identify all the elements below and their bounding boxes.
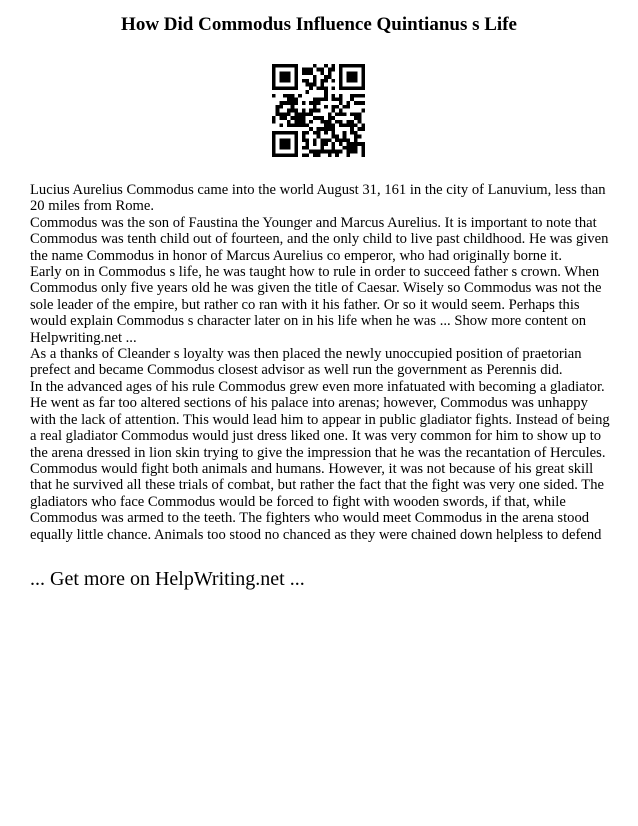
paragraph: In the advanced ages of his rule Commodus grew even more infatuated with becoming a gladiator. He went as far too altered sections of his palace into arenas; however, Commodus was unhappy with the lack of attention. This would lead him to appear in public gladiator fights. Instead of being a real gladiator Commodus would just dress liked one. It was very common for him to show up to the arena dressed in lion skin trying to give the impression that he was the recantation of Hercules. Commodus would fight both animals and humans. However, it was not because of his great skill that he survived all these trials of combat, but rather the fact that the fight was very one sided. The gladiators who face Commodus would be forced to fight with wooden swords, if that, while Commodus was armed to the teeth. The fighters who would meet Commodus in the arena stood equally little chance. Animals too stood no chanced as they were chained down helpless to defend — [30, 378, 610, 543]
paragraph: Early on in Commodus s life, he was taught how to rule in order to succeed father s crown. When Commodus only five years old he was given the title of Caesar. Wisely so Commodus was not the sole leader of the empire, but rather co ran with it his father. Or so it would seem. Perhaps this would explain Commodus s character later on in his life when he was ... Show more content on Helpwriting.net ... — [30, 264, 602, 346]
qr-code-icon — [272, 64, 365, 157]
get-more-link[interactable]: ... Get more on HelpWriting.net ... — [30, 568, 305, 590]
paragraph: As a thanks of Cleander s loyalty was then placed the newly unoccupied position of praetorian prefect and became Commodus closest advisor as well run the government as Perennis did. — [30, 346, 582, 379]
article-body — [30, 182, 615, 543]
paragraph: Lucius Aurelius Commodus came into the world August 31, 161 in the city of Lanuvium, less than 20 miles from Rome. — [30, 182, 606, 215]
document-title: How Did Commodus Influence Quintianus s Life — [121, 14, 517, 35]
paragraph: Commodus was the son of Faustina the Younger and Marcus Aurelius. It is important to note that Commodus was tenth child out of fourteen, and the only child to live past childhood. He was given the name Commodus in honor of Marcus Aurelius co emperor, who had originally borne it. — [30, 214, 609, 264]
